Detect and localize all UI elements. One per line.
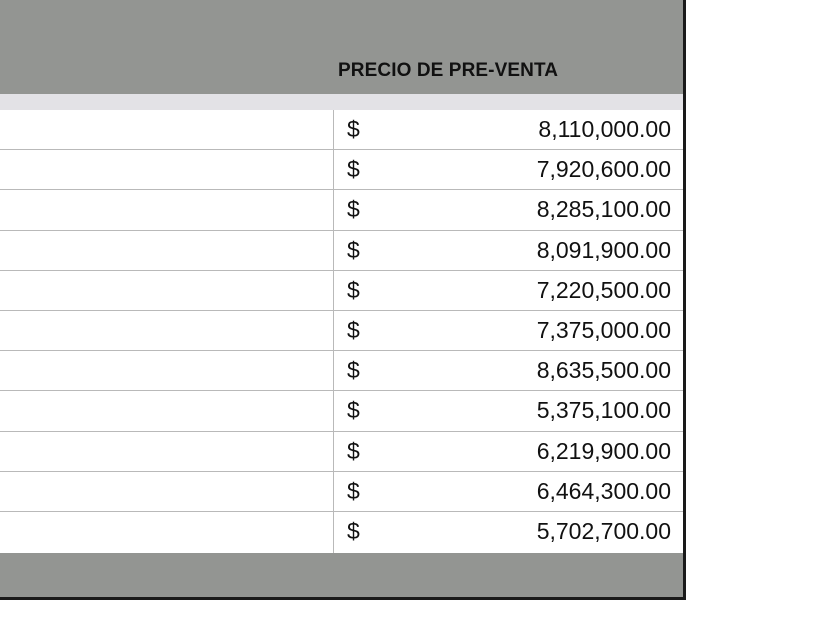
table-header [0, 0, 683, 94]
currency-symbol: $ [347, 236, 360, 263]
price-cell[interactable]: 6,219,900.00 [536, 437, 671, 464]
currency-symbol: $ [347, 156, 360, 183]
currency-symbol: $ [347, 397, 360, 424]
table-row[interactable] [0, 432, 683, 472]
currency-symbol: $ [347, 276, 360, 303]
table-row[interactable] [0, 150, 683, 190]
table-row[interactable] [0, 110, 683, 150]
column-divider [333, 110, 334, 553]
price-column-header[interactable]: PRECIO DE PRE-VENTA [338, 60, 559, 81]
header-separator-band [0, 94, 683, 110]
price-cell[interactable]: 7,920,600.00 [536, 156, 671, 183]
price-cell[interactable]: 6,464,300.00 [536, 477, 671, 504]
table-row[interactable] [0, 472, 683, 512]
price-cell[interactable]: 5,375,100.00 [536, 397, 671, 424]
table-body [0, 110, 683, 552]
table-row[interactable] [0, 391, 683, 431]
currency-symbol: $ [347, 517, 360, 544]
currency-symbol: $ [347, 116, 360, 142]
table-row[interactable] [0, 351, 683, 391]
price-cell[interactable]: 7,375,000.00 [536, 316, 671, 343]
currency-symbol: $ [347, 437, 360, 464]
table-row[interactable] [0, 271, 683, 311]
table-row[interactable] [0, 231, 683, 271]
price-cell[interactable]: 5,702,700.00 [536, 517, 671, 544]
table-row[interactable] [0, 190, 683, 230]
currency-symbol: $ [347, 316, 360, 343]
currency-symbol: $ [347, 357, 360, 384]
table-row[interactable] [0, 311, 683, 351]
price-cell[interactable]: 8,091,900.00 [536, 236, 671, 263]
table-row[interactable] [0, 512, 683, 552]
currency-symbol: $ [347, 477, 360, 504]
price-cell[interactable]: 8,110,000.00 [538, 116, 671, 142]
price-cell[interactable]: 8,285,100.00 [536, 196, 671, 223]
currency-symbol: $ [347, 196, 360, 223]
table-footer [0, 553, 683, 597]
price-cell[interactable]: 7,220,500.00 [536, 276, 671, 303]
price-cell[interactable]: 8,635,500.00 [536, 357, 671, 384]
